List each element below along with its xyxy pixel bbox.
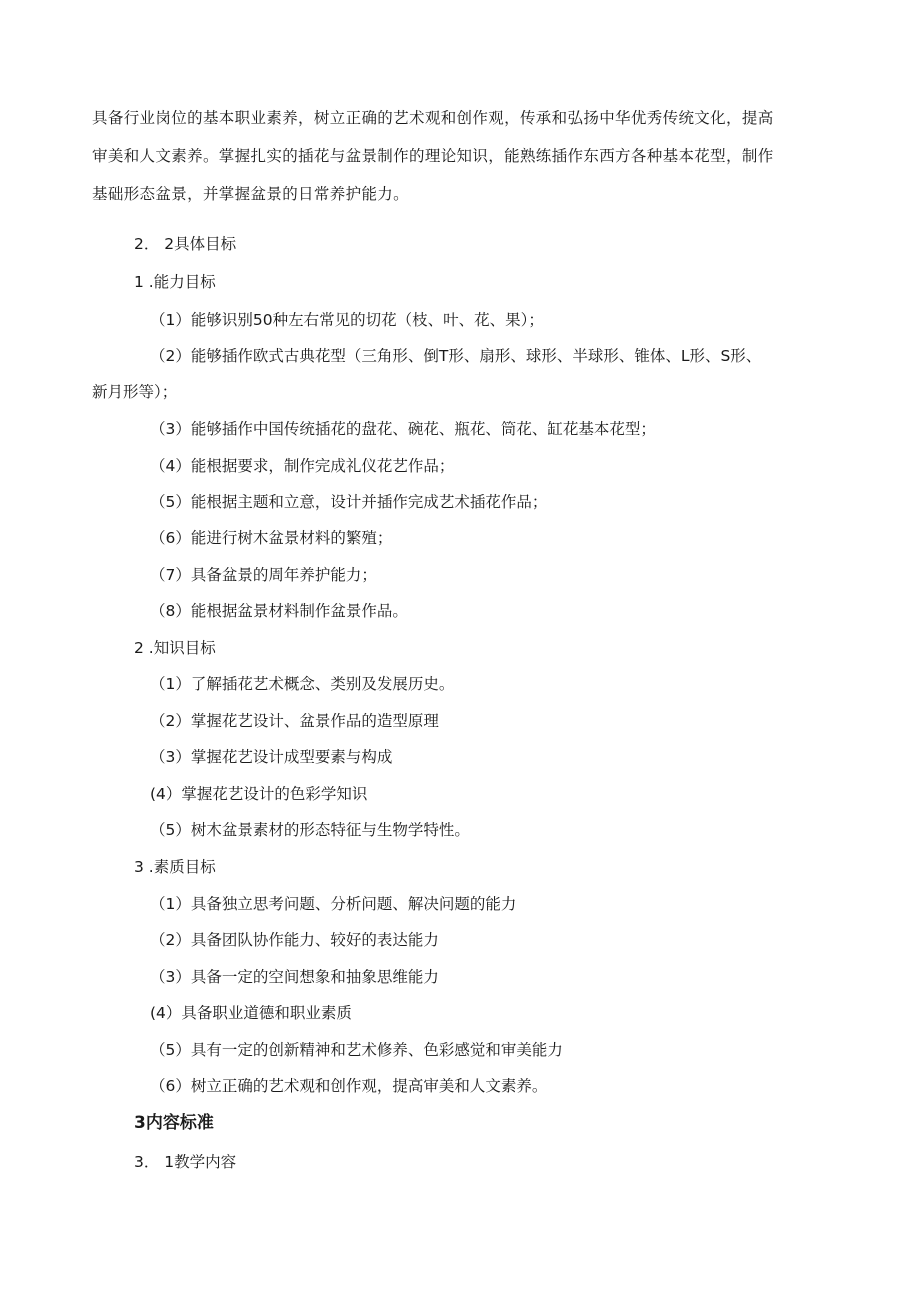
ability-item: （1）能够识别50种左右常见的切花（枝、叶、花、果）； xyxy=(150,311,544,329)
ability-item: （6）能进行树木盆景材料的繁殖； xyxy=(150,529,393,547)
quality-item: （5）具有一定的创新精神和艺术修养、色彩感觉和审美能力 xyxy=(150,1041,563,1059)
knowledge-item: （1）了解插花艺术概念、类别及发展历史。 xyxy=(150,675,455,693)
section-heading-3: 3内容标准 xyxy=(134,1113,214,1133)
knowledge-item: （3）掌握花艺设计成型要素与构成 xyxy=(150,748,393,766)
knowledge-item: （5）树木盆景素材的形态特征与生物学特性。 xyxy=(150,821,470,839)
quality-item: (4）具备职业道德和职业素质 xyxy=(150,1004,352,1022)
quality-item: （1）具备独立思考问题、分析问题、解决问题的能力 xyxy=(150,895,517,913)
intro-paragraph-line-1: 具备行业岗位的基本职业素养，树立正确的艺术观和创作观，传承和弘扬中华优秀传统文化，提高 xyxy=(92,109,774,127)
quality-item: （3）具备一定的空间想象和抽象思维能力 xyxy=(150,968,439,986)
ability-item: （4）能根据要求，制作完成礼仪花艺作品； xyxy=(150,457,455,475)
ability-item: （5）能根据主题和立意，设计并插作完成艺术插花作品； xyxy=(150,493,548,511)
quality-item: （6）树立正确的艺术观和创作观，提高审美和人文素养。 xyxy=(150,1077,548,1095)
quality-item: （2）具备团队协作能力、较好的表达能力 xyxy=(150,931,439,949)
ability-heading: 1 .能力目标 xyxy=(134,273,216,291)
knowledge-heading: 2 .知识目标 xyxy=(134,639,216,657)
quality-heading: 3 .素质目标 xyxy=(134,858,216,876)
knowledge-item: (4）掌握花艺设计的色彩学知识 xyxy=(150,785,368,803)
ability-item: （7）具备盆景的周年养护能力； xyxy=(150,566,377,584)
ability-item-continuation: 新月形等）； xyxy=(92,383,178,401)
intro-paragraph-line-2: 审美和人文素养。掌握扎实的插花与盆景制作的理论知识，能熟练插作东西方各种基本花型，制作 xyxy=(92,147,774,165)
ability-item: （3）能够插作中国传统插花的盘花、碗花、瓶花、筒花、缸花基本花型； xyxy=(150,420,656,438)
ability-item: （8）能根据盆景材料制作盆景作品。 xyxy=(150,602,408,620)
knowledge-item: （2）掌握花艺设计、盆景作品的造型原理 xyxy=(150,712,439,730)
section-heading-3-1: 3． 1教学内容 xyxy=(134,1153,237,1171)
intro-paragraph-line-3: 基础形态盆景，并掌握盆景的日常养护能力。 xyxy=(92,185,410,203)
ability-item: （2）能够插作欧式古典花型（三角形、倒T形、扇形、球形、半球形、锥体、L形、S形、 xyxy=(150,347,762,365)
section-heading-2-2: 2． 2具体目标 xyxy=(134,235,237,253)
